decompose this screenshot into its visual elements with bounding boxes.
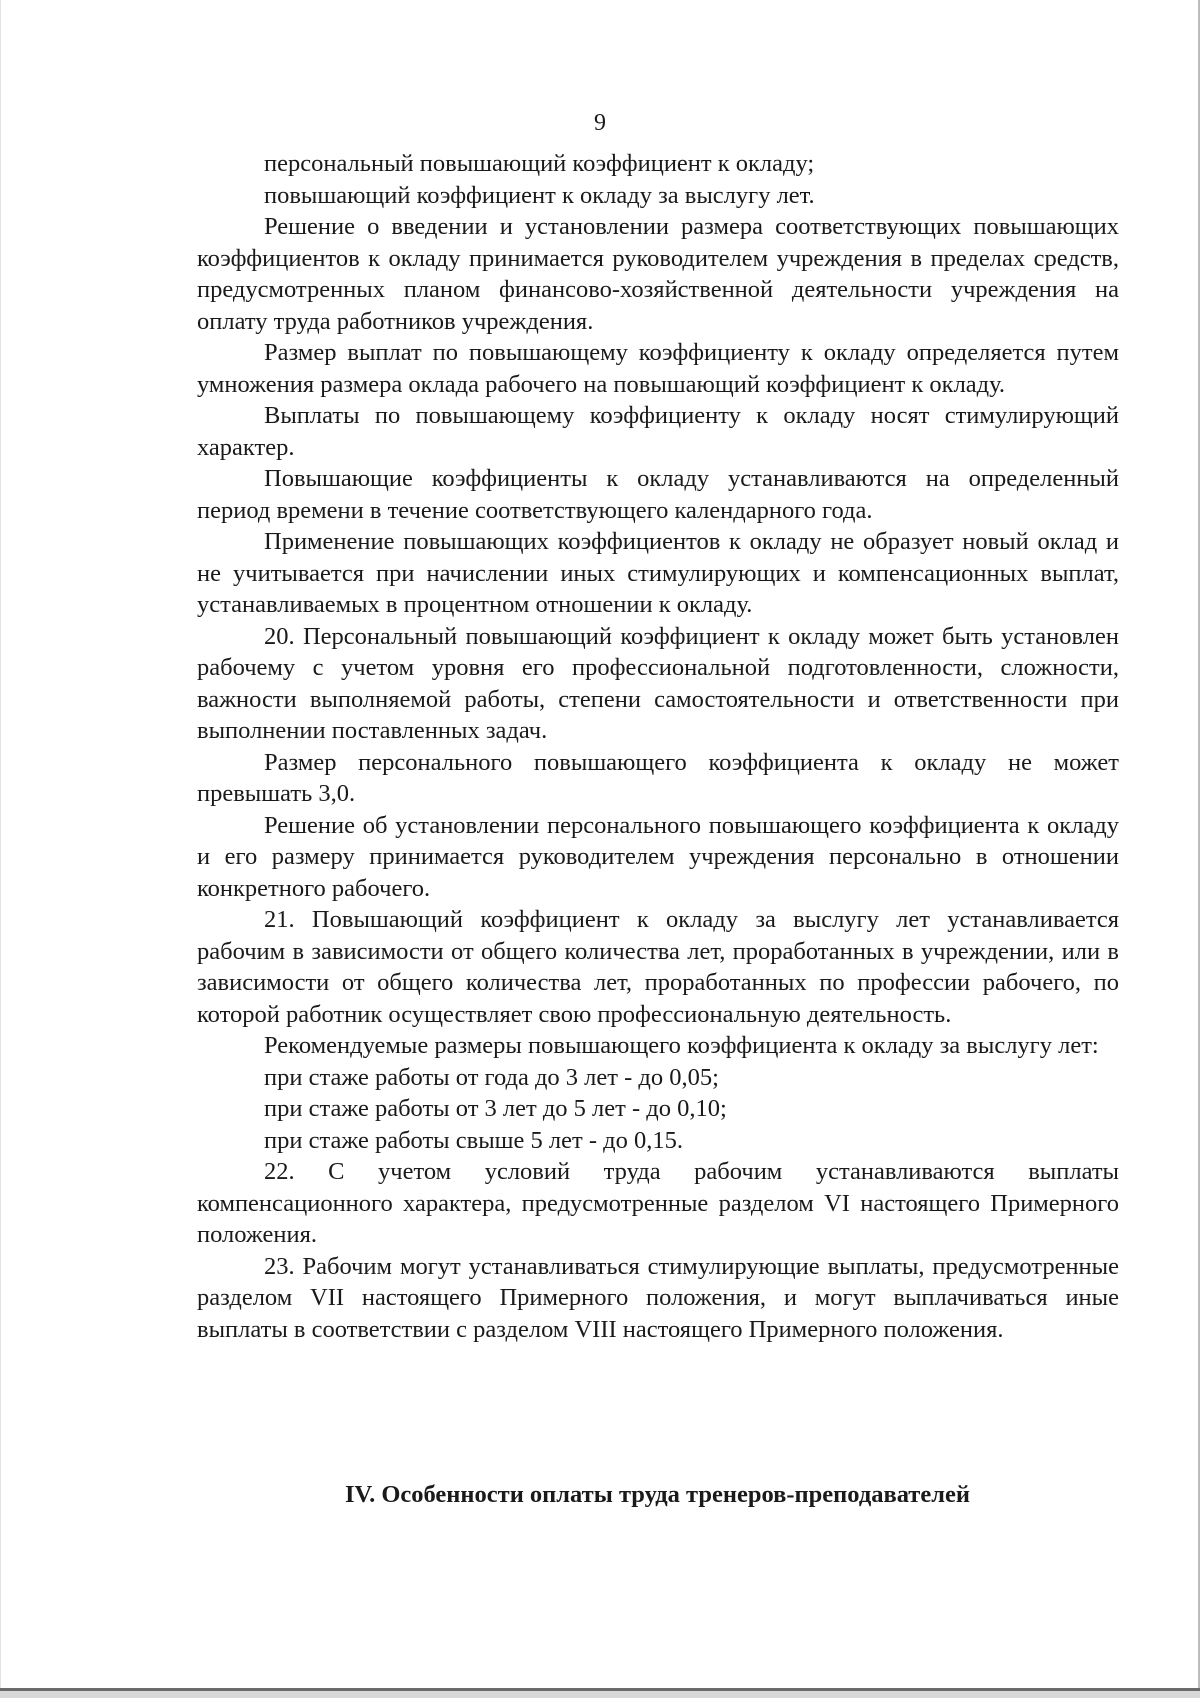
paragraph: Применение повышающих коэффициентов к окладу не образует новый оклад и не учитывается при начислении иных стимулирующих и компенсационных выплат, устанавливаемых в процентном отношении к окладу. bbox=[197, 528, 1119, 618]
paragraph: Выплаты по повышающему коэффициенту к окладу носят стимулирующий характер. bbox=[197, 402, 1119, 461]
paragraph: Размер персонального повышающего коэффициента к окладу не может превышать 3,0. bbox=[197, 748, 1119, 807]
paragraph: Размер выплат по повышающему коэффициенту к окладу определяется путем умножения размера оклада рабочего на повышающий коэффициент к окладу. bbox=[197, 339, 1119, 398]
list-item: при стаже работы от года до 3 лет - до 0,05; bbox=[264, 1063, 719, 1091]
page-number: 9 bbox=[594, 110, 606, 136]
paragraph: персональный повышающий коэффициент к окладу; bbox=[264, 150, 815, 177]
paragraph: 21. Повышающий коэффициент к окладу за выслугу лет устанавливается рабочим в зависимости от общего количества лет, проработанных в учреждении, или в зависимости от общего количества лет, проработанных по профессии рабочего, по которой работник осуществляет свою профессиональную деятельность. bbox=[197, 906, 1119, 1028]
paragraph: Рекомендуемые размеры повышающего коэффициента к окладу за выслугу лет: bbox=[264, 1032, 1099, 1059]
scan-edge-bottom-shade bbox=[0, 1691, 1200, 1698]
paragraph: Повышающие коэффициенты к окладу устанавливаются на определенный период времени в течение соответствующего календарного года. bbox=[197, 465, 1119, 524]
document-body bbox=[197, 148, 1119, 1345]
paragraph: Решение об установлении персонального повышающего коэффициента к окладу и его размеру принимается руководителем учреждения персонально в отношении конкретного рабочего. bbox=[197, 811, 1119, 902]
paragraph: 22. С учетом условий труда рабочим устанавливаются выплаты компенсационного характера, предусмотренные разделом VI настоящего Примерного положения. bbox=[197, 1158, 1119, 1248]
list-item: при стаже работы свыше 5 лет - до 0,15. bbox=[264, 1126, 683, 1154]
paragraph: 20. Персональный повышающий коэффициент к окладу может быть установлен рабочему с учетом уровня его профессиональной подготовленности, сложности, важности выполняемой работы, степени самостоятельности и ответственности при выполнении поставленных задач. bbox=[197, 622, 1119, 744]
list-item: при стаже работы от 3 лет до 5 лет - до 0,10; bbox=[264, 1095, 727, 1122]
paragraph: 23. Рабочим могут устанавливаться стимулирующие выплаты, предусмотренные разделом VII настоящего Примерного положения, и могут выплачиваться иные выплаты в соответствии с разделом VIII настоящего Примерного положения. bbox=[197, 1252, 1119, 1343]
paragraph: повышающий коэффициент к окладу за выслугу лет. bbox=[264, 181, 815, 209]
paragraph: Решение о введении и установлении размера соответствующих повышающих коэффициентов к окладу принимается руководителем учреждения в пределах средств, предусмотренных планом финансово-хозяйственной деятельности учреждения на оплату труда работников учреждения. bbox=[197, 213, 1119, 335]
section-heading: IV. Особенности оплаты труда тренеров-преподавателей bbox=[345, 1481, 970, 1508]
scan-edge-left bbox=[0, 0, 1, 1688]
